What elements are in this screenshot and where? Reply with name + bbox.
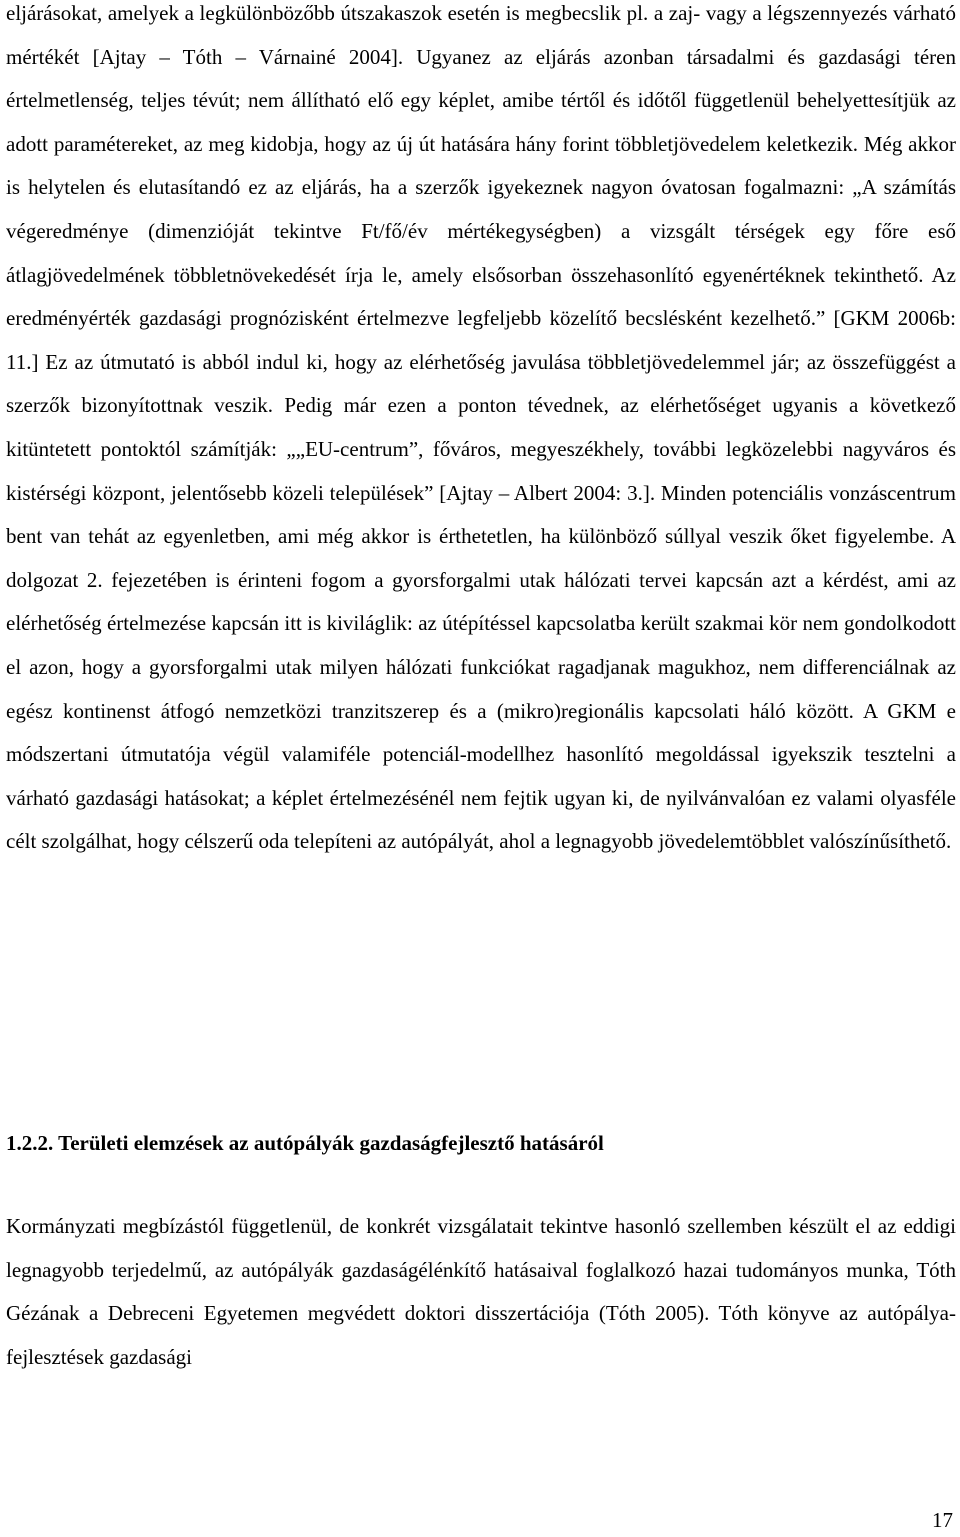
body-paragraph-2: Kormányzati megbízástól függetlenül, de konkrét vizsgálatait tekintve hasonló szellemben készült el az eddigi legnagyobb terjedelmű, az autópályák gazdaságélénkítő hatásaival foglalkozó hazai tudományos munka, Tóth Gézának a Debreceni Egyetemen megvédett doktori disszertációja (Tóth 2005). Tóth könyve az autópálya-fejlesztések gazdasági bbox=[6, 1214, 956, 1369]
body-paragraph-1: eljárásokat, amelyek a legkülönbözőbb útszakaszok esetén is megbecslik pl. a zaj- vagy a légszennyezés várható mértékét [Ajtay – Tóth – Várnainé 2004]. Ugyanez az eljárás azonban társadalmi és gazdasági téren értelmetlenség, teljes tévút; nem állítható elő egy képlet, amibe tértől és időtől függetlenül behelyettesítjük az adott paramétereket, az meg kidobja, hogy az új út hatására hány forint többletjövedelem keletkezik. Még akkor is helytelen és elutasítandó ez az eljárás, ha a szerzők igyekeznek nagyon óvatosan fogalmazni: „A számítás végeredménye (dimenzióját tekintve Ft/fő/év mértékegységben) a vizsgált térségek egy főre eső átlagjövedelmének többletnövekedését írja le, amely elsősorban összehasonlító egyenértéknek tekinthető. Az eredményérték gazdasági prognózisként értelmezve legfeljebb közelítő becslésként kezelhető.” [GKM 2006b: 11.] Ez az útmutató is abból indul ki, hogy az elérhetőség javulása többletjövedelemmel jár; az összefüggést a szerzők bizonyítottnak veszik. Pedig már ezen a ponton tévednek, az elérhetőséget ugyanis a következő kitüntetett pontoktól számítják: „„EU-centrum”, főváros, megyeszékhely, további legközelebbi nagyváros és kistérségi központ, jelentősebb közeli települések” [Ajtay – Albert 2004: 3.]. Minden potenciális vonzáscentrum bent van tehát az egyenletben, ami még akkor is érthetetlen, ha különböző súllyal veszik őket figyelembe. A dolgozat 2. fejezetében is érinteni fogom a gyorsforgalmi utak hálózati tervei kapcsán azt a kérdést, ami az elérhetőség értelmezése kapcsán itt is kiviláglik: az útépítéssel kapcsolatba került szakmai kör nem gondolkodott el azon, hogy a gyorsforgalmi utak milyen hálózati funkciókat ragadjanak magukhoz, nem differenciálnak az egész kontinenst átfogó nemzetközi tranzitszerep és a (mikro)regionális kapcsolati háló között. A GKM e módszertani útmutatója végül valamiféle potenciál-modellhez hasonlító megoldással igyekszik tesztelni a várható gazdasági hatásokat; a képlet értelmezésénél nem fejtik ugyan ki, de nyilvánvalóan ez valami olyasféle célt szolgálhat, hogy célszerű oda telepíteni az autópályát, ahol a legnagyobb jövedelemtöbblet valószínűsíthető. bbox=[6, 1, 956, 854]
page-number: 17 bbox=[932, 1508, 953, 1532]
page-body bbox=[6, 0, 956, 864]
section-heading: 1.2.2. Területi elemzések az autópályák gazdaságfejlesztő hatásáról bbox=[6, 1131, 604, 1155]
body-paragraph-2-container bbox=[6, 1205, 956, 1379]
